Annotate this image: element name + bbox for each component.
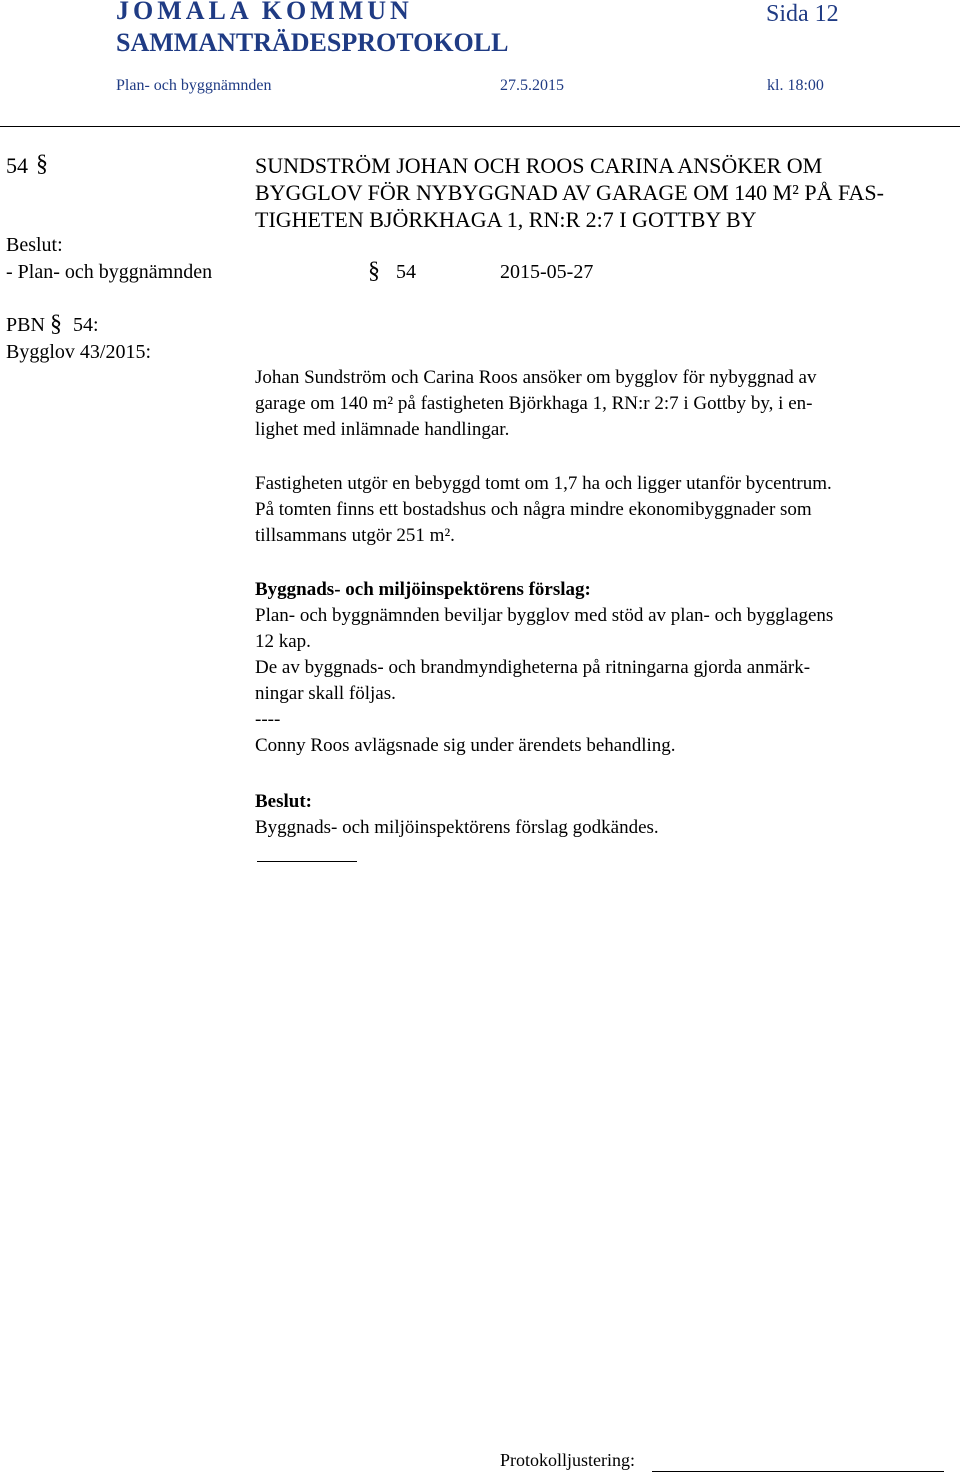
decision-block xyxy=(255,789,659,841)
meeting-date: 27.5.2015 xyxy=(500,77,564,94)
decision-text: Byggnads- och miljöinspektörens förslag godkändes. xyxy=(255,817,659,838)
body-line: Plan- och byggnämnden beviljar bygglov med stöd av plan- och bygglagens xyxy=(255,605,834,626)
decision-ref-date: 2015-05-27 xyxy=(500,261,594,283)
body-line: 12 kap. xyxy=(255,631,311,652)
municipality-name: JOMALA KOMMUN xyxy=(116,0,413,25)
body-line: På tomten finns ett bostadshus och några mindre ekonomibyggnader som xyxy=(255,499,812,520)
body-line: Conny Roos avlägsnade sig under ärendets behandling. xyxy=(255,735,676,756)
property-text xyxy=(255,471,832,549)
committee-name: Plan- och byggnämnden xyxy=(116,77,272,94)
permit-number: Bygglov 43/2015: xyxy=(6,341,152,363)
application-text xyxy=(255,365,816,443)
section-title-line: SUNDSTRÖM JOHAN OCH ROOS CARINA ANSÖKER OM xyxy=(255,153,823,178)
adjustment-signature-line xyxy=(652,1471,944,1472)
protocol-title: SAMMANTRÄDESPROTOKOLL xyxy=(116,28,509,57)
body-line: Johan Sundström och Carina Roos ansöker om bygglov för nybyggnad av xyxy=(255,367,817,388)
body-line: lighet med inlämnade handlingar. xyxy=(255,419,510,440)
pbn-prefix: PBN xyxy=(6,314,45,336)
body-line: garage om 140 m² på fastigheten Björkhaga 1, RN:r 2:7 i Gottby by, i en- xyxy=(255,393,813,414)
decision-heading: Beslut: xyxy=(255,791,312,812)
decision-ref-label: Beslut: xyxy=(6,234,63,256)
paragraph-symbol: § xyxy=(368,258,380,284)
header-divider xyxy=(0,126,960,127)
pbn-number: 54: xyxy=(73,314,99,336)
end-divider xyxy=(257,861,357,862)
paragraph-symbol: § xyxy=(36,151,48,177)
proposal-heading: Byggnads- och miljöinspektörens förslag: xyxy=(255,579,591,600)
adjustment-label: Protokolljustering: xyxy=(500,1450,635,1470)
proposal-block xyxy=(255,577,833,759)
page-number: Sida 12 xyxy=(766,1,839,27)
body-line: De av byggnads- och brandmyndigheterna på ritningarna gjorda anmärk- xyxy=(255,657,811,678)
paragraph-symbol: § xyxy=(50,311,62,337)
meeting-time: kl. 18:00 xyxy=(767,77,824,94)
decision-ref-number: 54 xyxy=(396,261,416,283)
section-number: 54 xyxy=(6,153,28,178)
body-line: ningar skall följas. xyxy=(255,683,396,704)
section-title-line: BYGGLOV FÖR NYBYGGNAD AV GARAGE OM 140 M² PÅ FAS- xyxy=(255,180,884,205)
body-line: tillsammans utgör 251 m². xyxy=(255,525,455,546)
section-title-line: TIGHETEN BJÖRKHAGA 1, RN:R 2:7 I GOTTBY BY xyxy=(255,207,757,232)
decision-ref-body: - Plan- och byggnämnden xyxy=(6,261,213,283)
body-line: ---- xyxy=(255,709,281,730)
body-line: Fastigheten utgör en bebyggd tomt om 1,7 ha och ligger utanför bycentrum. xyxy=(255,473,832,494)
